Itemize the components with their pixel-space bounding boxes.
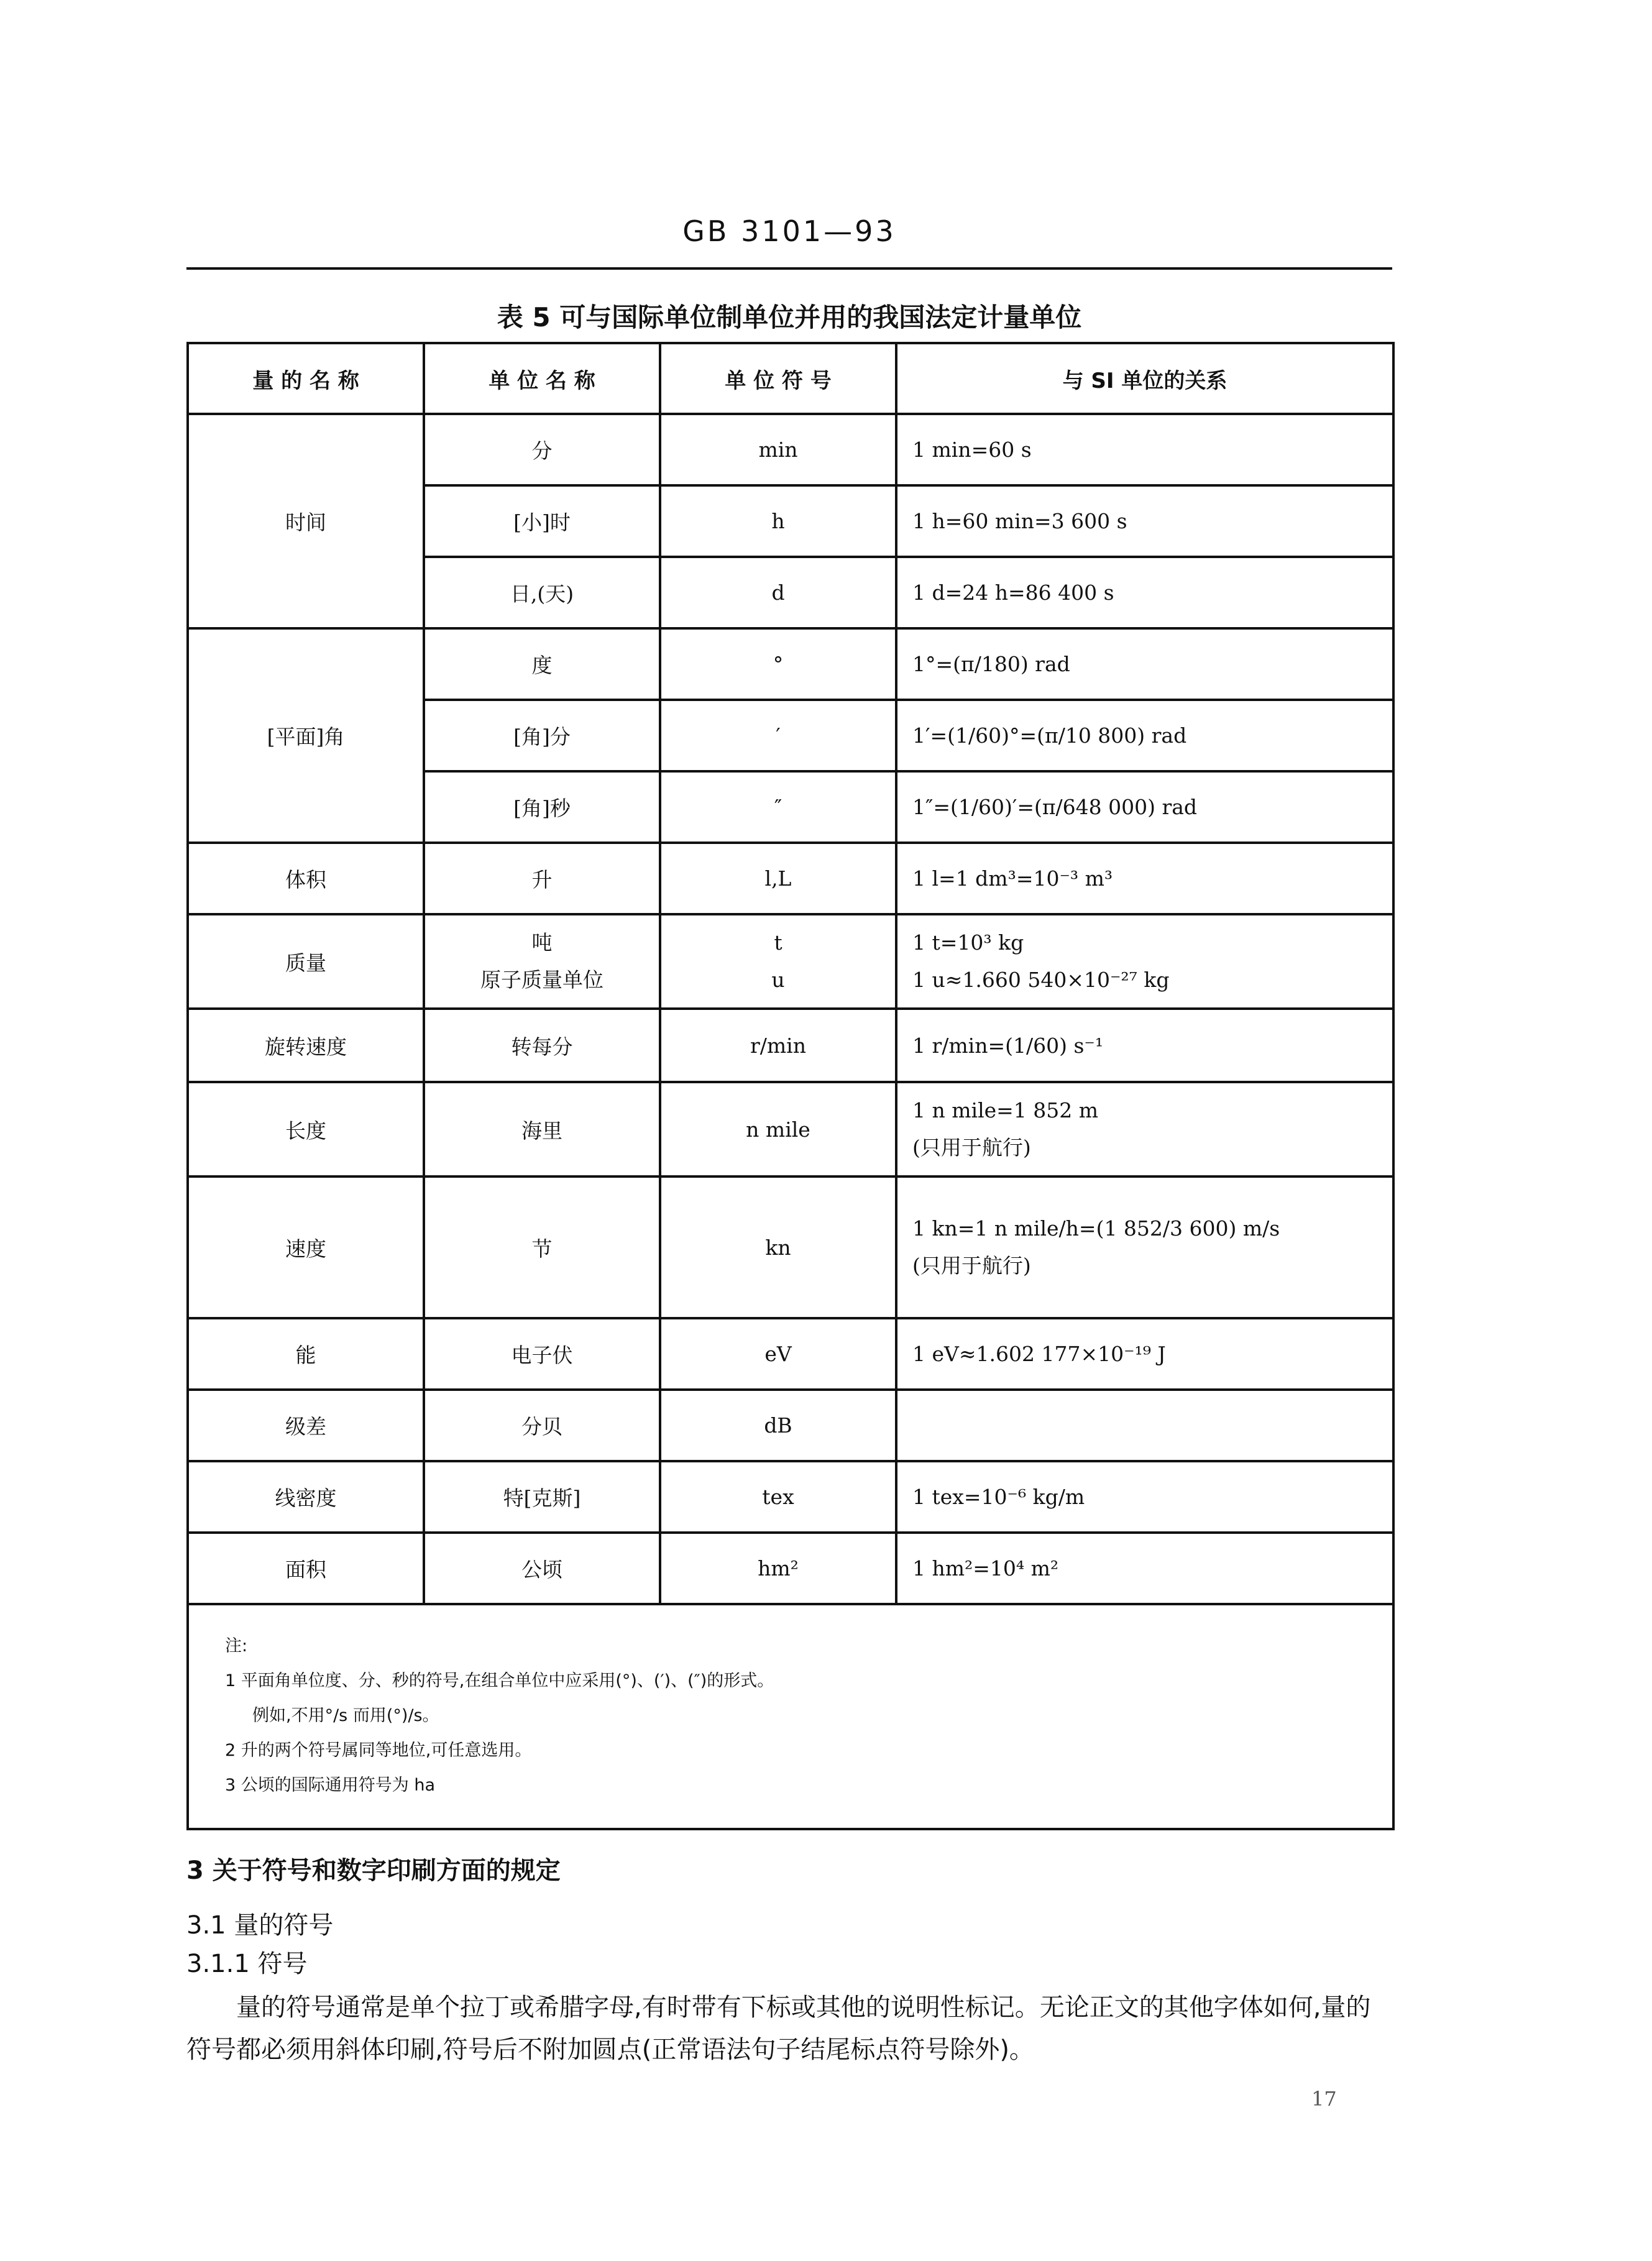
table-row bbox=[188, 628, 1393, 700]
table-row bbox=[188, 1461, 1393, 1533]
relation-cell: 1 l=1 dm³=10⁻³ m³ bbox=[896, 843, 1393, 914]
relation-line: (只用于航行) bbox=[912, 1135, 1031, 1160]
unit-name-cell: 分 bbox=[424, 414, 660, 485]
unit-symbol-cell: kn bbox=[660, 1176, 896, 1318]
relation-cell: 1 tex=10⁻⁶ kg/m bbox=[896, 1461, 1393, 1533]
quantity-cell: 线密度 bbox=[188, 1461, 424, 1533]
unit-name-cell: 海里 bbox=[424, 1082, 660, 1176]
note-item: 1 平面角单位度、分、秒的符号,在组合单位中应采用(°)、(′)、(″)的形式。 bbox=[225, 1671, 774, 1690]
relation-cell: 1°=(π/180) rad bbox=[896, 628, 1393, 700]
table-header-row bbox=[188, 343, 1393, 414]
unit-symbol-cell: ′ bbox=[660, 700, 896, 771]
quantity-cell: 旋转速度 bbox=[188, 1009, 424, 1082]
quantity-cell: 长度 bbox=[188, 1082, 424, 1176]
table-row bbox=[188, 414, 1393, 485]
quantity-cell: 面积 bbox=[188, 1533, 424, 1604]
column-header-unit-symbol: 单 位 符 号 bbox=[660, 343, 896, 414]
quantity-cell: [平面]角 bbox=[188, 628, 424, 843]
relation-cell: 1 eV≈1.602 177×10⁻¹⁹ J bbox=[896, 1318, 1393, 1390]
page-number: 17 bbox=[1311, 2087, 1337, 2111]
unit-symbol-cell: eV bbox=[660, 1318, 896, 1390]
relation-line: 1 kn=1 n mile/h=(1 852/3 600) m/s bbox=[912, 1216, 1280, 1241]
unit-name-cell: 升 bbox=[424, 843, 660, 914]
relation-line: (只用于航行) bbox=[912, 1254, 1031, 1278]
unit-name-cell: 转每分 bbox=[424, 1009, 660, 1082]
relation-cell bbox=[896, 1082, 1393, 1176]
quantity-cell: 体积 bbox=[188, 843, 424, 914]
body-paragraph: 量的符号通常是单个拉丁或希腊字母,有时带有下标或其他的说明性标记。无论正文的其他字体如何,量的符号都必须用斜体印刷,符号后不附加圆点(正常语法句子结尾标点符号除外)。 bbox=[186, 1993, 1371, 2064]
unit-name-cell: 公顷 bbox=[424, 1533, 660, 1604]
section-heading: 3 关于符号和数字印刷方面的规定 bbox=[186, 1856, 561, 1885]
quantity-cell: 能 bbox=[188, 1318, 424, 1390]
unit-name-cell: 度 bbox=[424, 628, 660, 700]
unit-symbol-cell: r/min bbox=[660, 1009, 896, 1082]
unit-symbol-cell: dB bbox=[660, 1390, 896, 1461]
note-item: 2 升的两个符号属同等地位,可任意选用。 bbox=[225, 1741, 532, 1760]
unit-name-cell bbox=[424, 914, 660, 1009]
quantity-cell: 时间 bbox=[188, 414, 424, 628]
unit-name-cell: [角]秒 bbox=[424, 771, 660, 843]
table-notes-row bbox=[188, 1604, 1393, 1829]
quantity-cell: 级差 bbox=[188, 1390, 424, 1461]
relation-cell: 1 r/min=(1/60) s⁻¹ bbox=[896, 1009, 1393, 1082]
column-header-unit-name: 单 位 名 称 bbox=[424, 343, 660, 414]
unit-symbol-line: u bbox=[771, 968, 785, 992]
unit-name-cell: 节 bbox=[424, 1176, 660, 1318]
relation-line: 1 u≈1.660 540×10⁻²⁷ kg bbox=[912, 968, 1170, 992]
table-row bbox=[188, 1176, 1393, 1318]
unit-name-cell: 日,(天) bbox=[424, 557, 660, 628]
unit-symbol-cell: min bbox=[660, 414, 896, 485]
document-number-header: GB 3101—93 bbox=[682, 214, 896, 248]
column-header-si-relation: 与 SI 单位的关系 bbox=[896, 343, 1393, 414]
relation-cell bbox=[896, 1176, 1393, 1318]
unit-symbol-cell: n mile bbox=[660, 1082, 896, 1176]
table-row bbox=[188, 1082, 1393, 1176]
header-rule bbox=[186, 267, 1392, 270]
units-table bbox=[186, 342, 1395, 1830]
table-row bbox=[188, 1390, 1393, 1461]
unit-symbol-cell bbox=[660, 914, 896, 1009]
unit-name-cell: 特[克斯] bbox=[424, 1461, 660, 1533]
table-row bbox=[188, 1318, 1393, 1390]
relation-cell bbox=[896, 914, 1393, 1009]
relation-cell bbox=[896, 1390, 1393, 1461]
relation-cell: 1′=(1/60)°=(π/10 800) rad bbox=[896, 700, 1393, 771]
relation-cell: 1 hm²=10⁴ m² bbox=[896, 1533, 1393, 1604]
table-row bbox=[188, 914, 1393, 1009]
unit-symbol-cell: l,L bbox=[660, 843, 896, 914]
table-row bbox=[188, 843, 1393, 914]
unit-symbol-cell: tex bbox=[660, 1461, 896, 1533]
unit-symbol-cell: h bbox=[660, 485, 896, 557]
note-item-continuation: 例如,不用°/s 而用(°)/s。 bbox=[252, 1706, 439, 1725]
table-notes bbox=[188, 1604, 1393, 1829]
unit-name-cell: [小]时 bbox=[424, 485, 660, 557]
table-caption: 表 5 可与国际单位制单位并用的我国法定计量单位 bbox=[497, 302, 1082, 332]
quantity-cell: 质量 bbox=[188, 914, 424, 1009]
unit-name-cell: 分贝 bbox=[424, 1390, 660, 1461]
relation-line: 1 n mile=1 852 m bbox=[912, 1098, 1099, 1122]
unit-name-cell: [角]分 bbox=[424, 700, 660, 771]
unit-symbol-cell: ″ bbox=[660, 771, 896, 843]
subsubsection-heading: 3.1.1 符号 bbox=[186, 1950, 308, 1978]
unit-name-cell: 电子伏 bbox=[424, 1318, 660, 1390]
unit-symbol-cell: ° bbox=[660, 628, 896, 700]
subsection-heading: 3.1 量的符号 bbox=[186, 1911, 334, 1940]
unit-name-line: 吨 bbox=[531, 930, 553, 955]
relation-cell: 1 h=60 min=3 600 s bbox=[896, 485, 1393, 557]
relation-cell: 1 d=24 h=86 400 s bbox=[896, 557, 1393, 628]
column-header-quantity: 量 的 名 称 bbox=[188, 343, 424, 414]
unit-symbol-cell: hm² bbox=[660, 1533, 896, 1604]
table-row bbox=[188, 1009, 1393, 1082]
note-item: 3 公顷的国际通用符号为 ha bbox=[225, 1776, 436, 1795]
relation-cell: 1 min=60 s bbox=[896, 414, 1393, 485]
relation-cell: 1″=(1/60)′=(π/648 000) rad bbox=[896, 771, 1393, 843]
quantity-cell: 速度 bbox=[188, 1176, 424, 1318]
table-row bbox=[188, 1533, 1393, 1604]
unit-symbol-line: t bbox=[774, 930, 782, 955]
notes-title: 注: bbox=[225, 1636, 248, 1656]
unit-symbol-cell: d bbox=[660, 557, 896, 628]
unit-name-line: 原子质量单位 bbox=[480, 968, 603, 992]
relation-line: 1 t=10³ kg bbox=[912, 930, 1024, 955]
